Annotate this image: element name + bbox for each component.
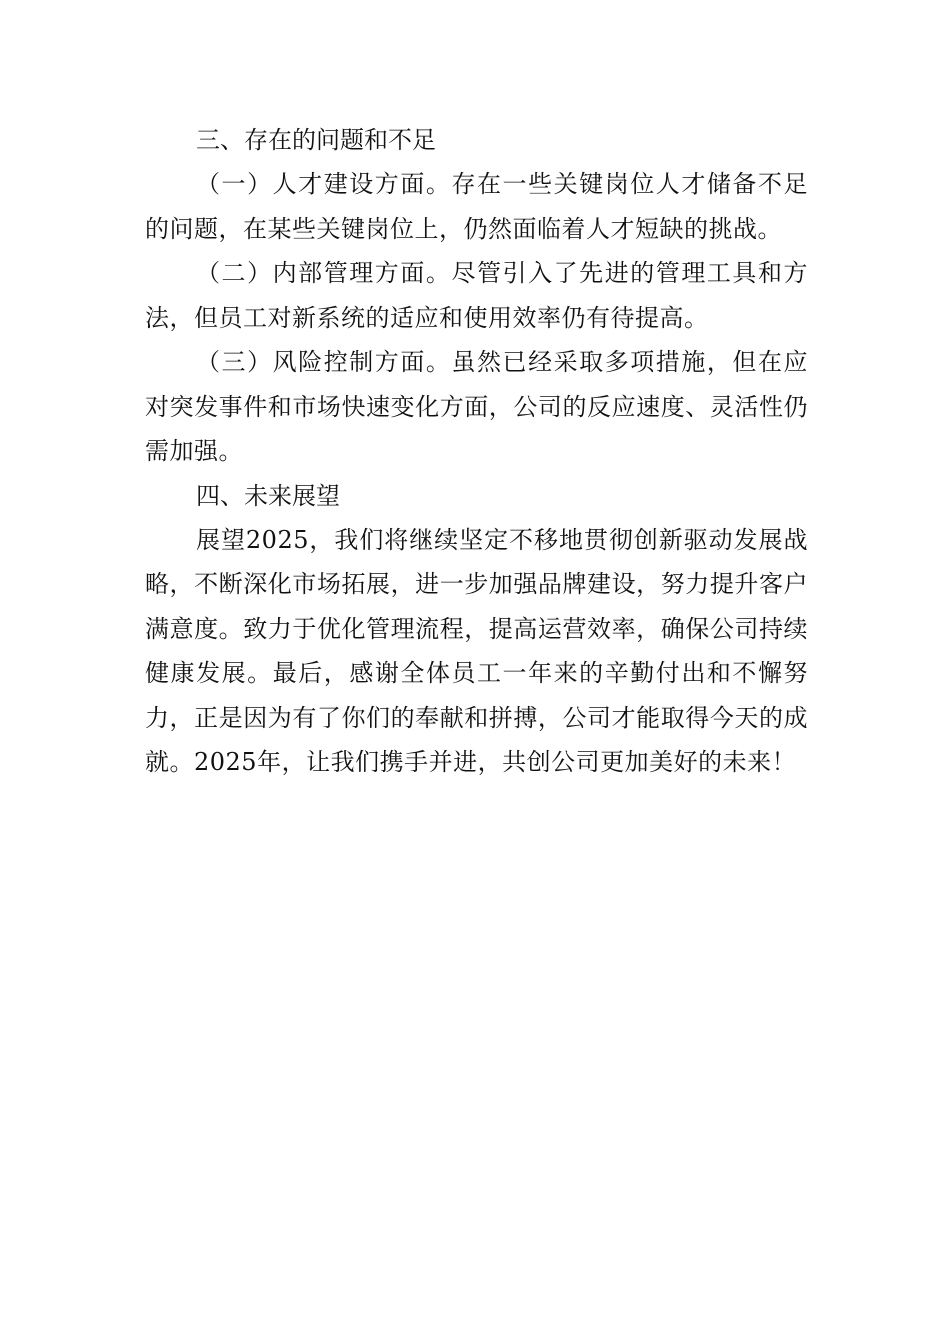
paragraph-risk — [145, 340, 808, 474]
paragraph-talent-text: 存在一些关键岗位人才储备不足的问题，在某些关键岗位上，仍然面临着人才短缺的挑战。 — [145, 170, 809, 243]
paragraph-talent — [145, 162, 808, 251]
paragraph-talent-lead: （一）人才建设方面。 — [196, 170, 452, 198]
paragraph-outlook: 展望2025，我们将继续坚定不移地贯彻创新驱动发展战略，不断深化市场拓展，进一步加强品牌建设，努力提升客户满意度。致力于优化管理流程，提高运营效率，确保公司持续健康发展。最后，感谢全体员工一年来的辛勤付出和不懈努力，正是因为有了你们的奉献和拼搏，公司才能取得今天的成就。2025年，让我们携手并进，共创公司更加美好的未来！ — [145, 525, 808, 776]
section-heading-problems: 三、存在的问题和不足 — [196, 126, 436, 154]
paragraph-management-text: 尽管引入了先进的管理工具和方法，但员工对新系统的适应和使用效率仍有待提高。 — [145, 259, 809, 332]
paragraph-management-lead: （二）内部管理方面。 — [196, 259, 452, 287]
document-body — [145, 118, 808, 785]
paragraph-management — [145, 251, 808, 340]
paragraph-risk-text: 虽然已经采取多项措施，但在应对突发事件和市场快速变化方面，公司的反应速度、灵活性仍需加强。 — [145, 348, 809, 465]
paragraph-risk-lead: （三）风险控制方面。 — [196, 348, 452, 376]
section-heading-outlook: 四、未来展望 — [196, 481, 340, 510]
